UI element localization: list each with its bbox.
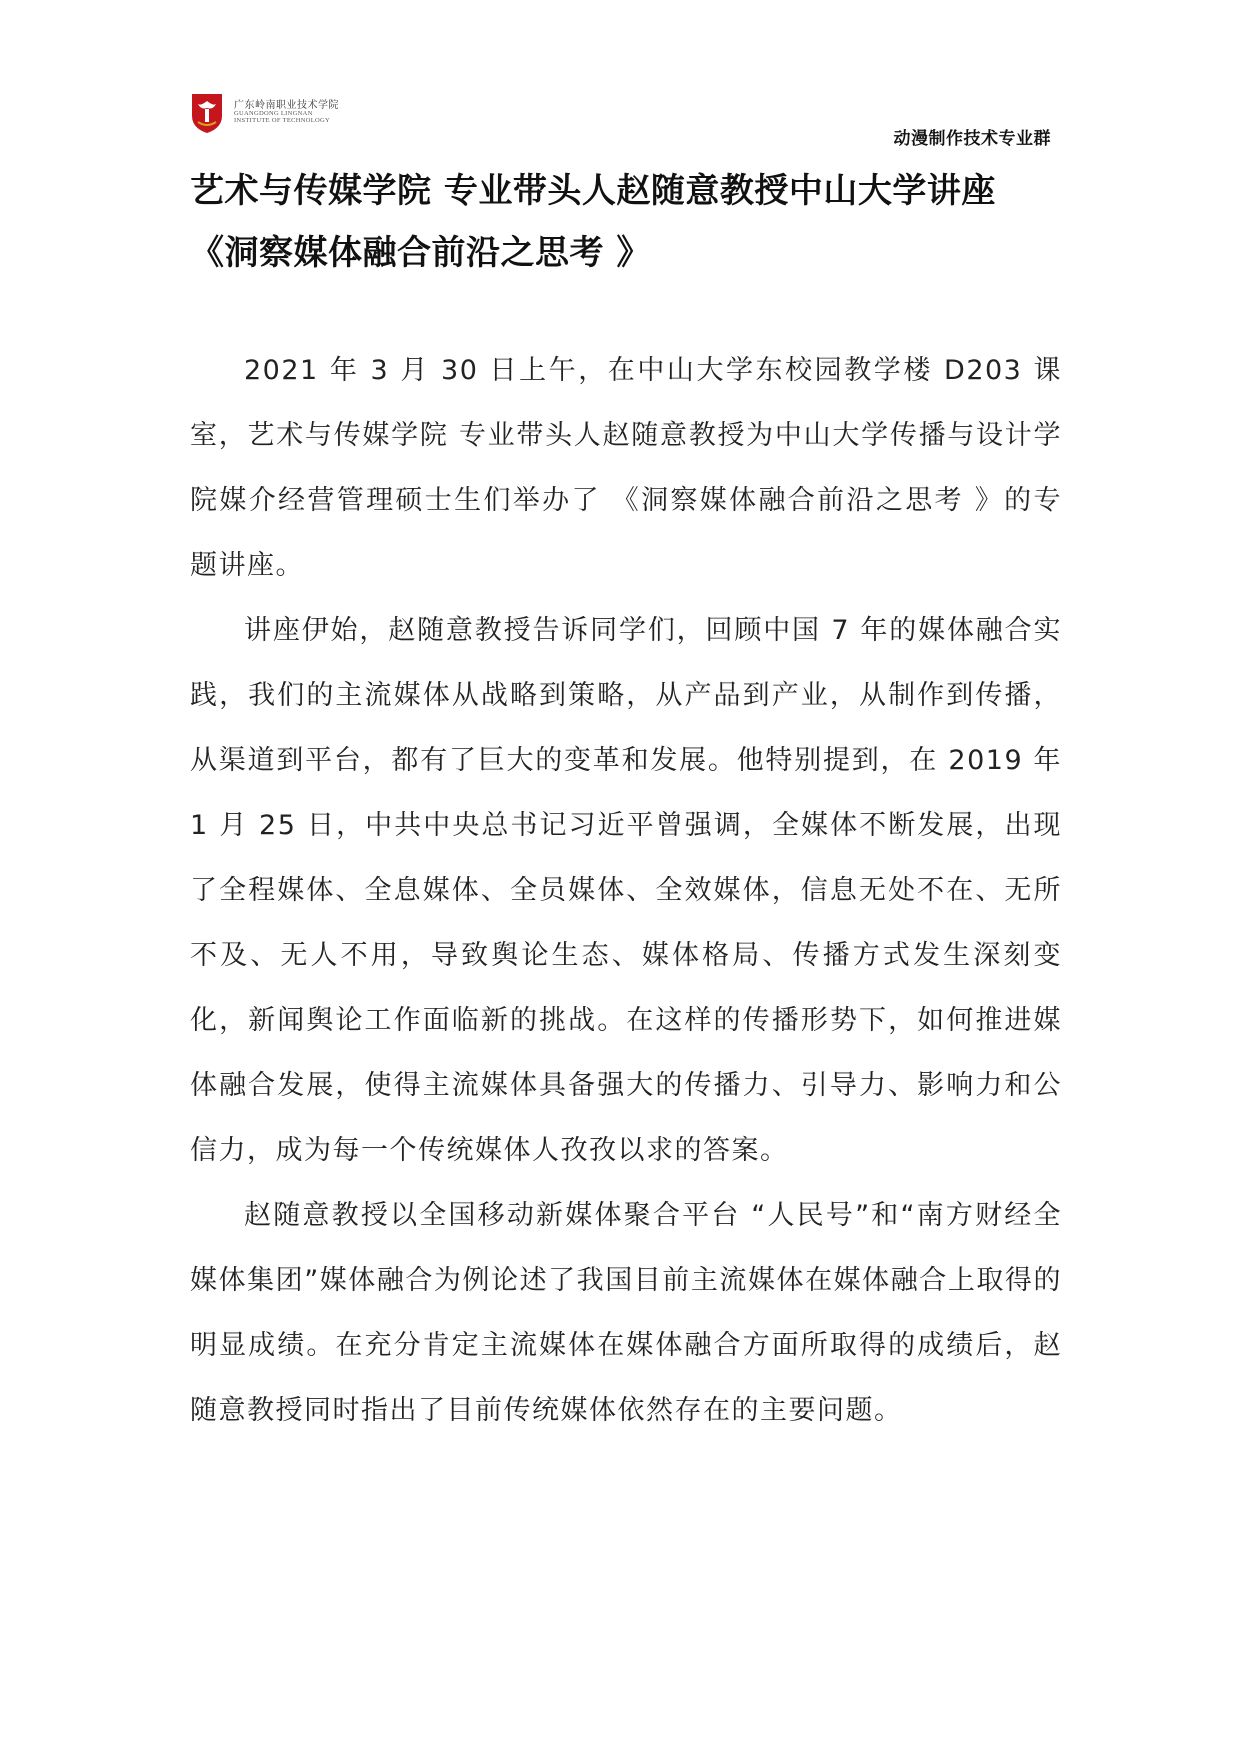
school-name bbox=[234, 101, 339, 125]
title-line-1: 艺术与传媒学院 专业带头人赵随意教授中山大学讲座 bbox=[190, 171, 996, 211]
school-logo bbox=[190, 92, 339, 134]
school-name-cn: 广东岭南职业技术学院 bbox=[234, 99, 339, 111]
paragraph-2: 讲座伊始，赵随意教授告诉同学们，回顾中国 7 年的媒体融合实践，我们的主流媒体从战略到策略，从产品到产业，从制作到传播，从渠道到平台，都有了巨大的变革和发展。他特别提到，在 2019 年 1 月 25 日，中共中央总书记习近平曾强调，全媒体不断发展，出现了全程媒体、全息媒体、全员媒体、全效媒体，信息无处不在、无所不及、无人不用，导致舆论生态、媒体格局、传播方式发生深刻变化，新闻舆论工作面临新的挑战。在这样的传播形势下，如何推进媒体融合发展，使得主流媒体具备强大的传播力、引导力、影响力和公信力，成为每一个传统媒体人孜孜以求的答案。 bbox=[190, 615, 1062, 1166]
school-name-en-1: GUANGDONG LINGNAN bbox=[234, 110, 313, 118]
paragraph-3: 赵随意教授以全国移动新媒体聚合平台 “人民号”和“南方财经全媒体集团”媒体融合为例论述了我国目前主流媒体在媒体融合上取得的明显成绩。在充分肯定主流媒体在媒体融合方面所取得的成绩后，赵随意教授同时指出了目前传统媒体依然存在的主要问题。 bbox=[190, 1200, 1062, 1426]
school-name-en-2: INSTITUTE OF TECHNOLOGY bbox=[234, 117, 330, 125]
article-title bbox=[190, 160, 1070, 284]
department-label: 动漫制作技术专业群 bbox=[893, 129, 1051, 149]
article-body bbox=[190, 338, 1062, 1443]
title-line-2: 《洞察媒体融合前沿之思考 》 bbox=[190, 233, 651, 273]
paragraph-1: 2021 年 3 月 30 日上午，在中山大学东校园教学楼 D203 课室，艺术与传媒学院 专业带头人赵随意教授为中山大学传播与设计学院媒介经营管理硕士生们举办了 《洞察媒体融合前沿之思考 》的专题讲座。 bbox=[190, 355, 1062, 581]
school-emblem-icon bbox=[190, 92, 224, 134]
